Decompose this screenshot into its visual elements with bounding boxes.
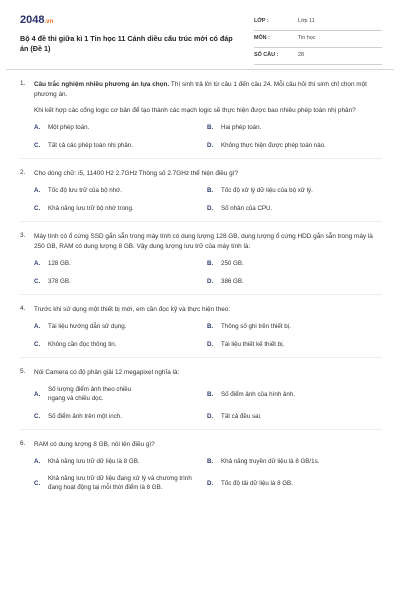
meta-table bbox=[254, 14, 382, 65]
header bbox=[20, 14, 382, 70]
options bbox=[34, 186, 382, 213]
option-a[interactable] bbox=[34, 322, 207, 331]
option-text: Hai phép toán. bbox=[221, 124, 262, 131]
option-d[interactable] bbox=[207, 141, 380, 150]
option-text: Thông số ghi trên thiết bị. bbox=[221, 323, 291, 330]
option-c[interactable] bbox=[34, 340, 207, 349]
option-text: Số điểm ảnh của hình ảnh. bbox=[221, 390, 295, 398]
option-c[interactable] bbox=[34, 141, 207, 150]
option-label: D. bbox=[207, 341, 214, 348]
question-text: Cho dòng chữ: i5, 11400 H2 2.7GHz Thông số 2.7GHz thể hiện điều gì? bbox=[34, 170, 239, 177]
option-label: B. bbox=[207, 390, 214, 398]
options bbox=[34, 457, 382, 492]
option-a[interactable] bbox=[34, 385, 207, 403]
meta-key: LỚP : bbox=[254, 18, 269, 24]
option-b[interactable] bbox=[207, 390, 380, 399]
meta-key: MÔN : bbox=[254, 35, 270, 41]
meta-value: 28 bbox=[298, 52, 304, 58]
question-divider bbox=[20, 429, 382, 430]
option-a[interactable] bbox=[34, 186, 207, 195]
option-label: C. bbox=[34, 278, 41, 285]
options bbox=[34, 123, 382, 150]
option-label: C. bbox=[34, 142, 41, 149]
option-a[interactable] bbox=[34, 259, 207, 268]
option-text: Khả năng truyền dữ liệu là 8 GB/1s. bbox=[221, 458, 320, 465]
meta-value: Tin học bbox=[298, 35, 316, 41]
option-c[interactable] bbox=[34, 204, 207, 213]
option-label: D. bbox=[207, 479, 214, 487]
question-text: Nói Camera có độ phân giải 12 megapixel nghĩa là: bbox=[34, 369, 180, 376]
option-c[interactable] bbox=[34, 474, 207, 492]
option-label: C. bbox=[34, 205, 41, 212]
question-item bbox=[20, 169, 382, 222]
option-label: A. bbox=[34, 260, 41, 267]
option-label: B. bbox=[207, 187, 214, 194]
meta-row-class bbox=[254, 14, 382, 31]
option-label: C. bbox=[34, 479, 41, 487]
option-text: Số nhân của CPU. bbox=[221, 205, 273, 212]
option-label: A. bbox=[34, 124, 41, 131]
option-text: 386 GB. bbox=[221, 278, 244, 285]
question-number: 3. bbox=[20, 232, 26, 239]
question-item bbox=[20, 368, 382, 430]
question-divider bbox=[20, 357, 382, 358]
logo-suffix: .vn bbox=[44, 19, 54, 25]
option-a[interactable] bbox=[34, 457, 207, 466]
option-label: B. bbox=[207, 124, 214, 131]
option-label: D. bbox=[207, 142, 214, 149]
option-text: 128 GB. bbox=[48, 260, 71, 267]
question-divider bbox=[20, 158, 382, 159]
option-a[interactable] bbox=[34, 123, 207, 132]
question-divider bbox=[20, 221, 382, 222]
question-number: 2. bbox=[20, 169, 26, 176]
option-text: Tất cả đều sai. bbox=[221, 413, 262, 420]
logo-text: 2048 bbox=[20, 14, 45, 26]
option-text: Khả năng lưu trữ bộ nhớ trong. bbox=[48, 205, 134, 212]
question-item bbox=[20, 80, 382, 159]
option-text: Một phép toán. bbox=[48, 124, 90, 131]
option-label: D. bbox=[207, 413, 214, 420]
option-text: Không cần đọc thông tin. bbox=[48, 341, 117, 348]
option-c[interactable] bbox=[34, 412, 207, 421]
option-d[interactable] bbox=[207, 340, 380, 349]
option-text: Tài liệu hướng dẫn sử dụng. bbox=[48, 323, 127, 330]
question-number: 5. bbox=[20, 368, 26, 375]
option-text: Tất cả các phép toán nhị phân. bbox=[48, 142, 133, 149]
question-number: 6. bbox=[20, 440, 26, 447]
option-text: Số lượng điểm ảnh theo chiều ngang và chiều dọc. bbox=[48, 386, 132, 402]
option-label: A. bbox=[34, 187, 41, 194]
option-b[interactable] bbox=[207, 457, 380, 466]
option-text: 378 GB. bbox=[48, 278, 71, 285]
meta-value: Lớp 11 bbox=[298, 18, 315, 24]
site-logo[interactable] bbox=[20, 14, 53, 26]
option-label: A. bbox=[34, 323, 41, 330]
option-d[interactable] bbox=[207, 479, 380, 488]
question-text bbox=[34, 80, 382, 100]
option-text: Tài liệu thiết kế thiết bị. bbox=[221, 341, 285, 348]
page-title: Bộ 4 đề thi giữa kì 1 Tin học 11 Cánh diều cấu trúc mới có đáp án (Đề 1) bbox=[20, 34, 233, 53]
question-instruction: Câu trắc nghiệm nhiều phương án lựa chọn. bbox=[34, 81, 170, 88]
question-list bbox=[20, 80, 382, 502]
options bbox=[34, 385, 382, 421]
option-d[interactable] bbox=[207, 412, 380, 421]
question-number: 1. bbox=[20, 80, 26, 87]
options bbox=[34, 259, 382, 286]
question-text: Trước khi sử dụng một thiết bị mới, em cần đọc kỹ và thực hiện theo: bbox=[34, 306, 231, 313]
option-b[interactable] bbox=[207, 186, 380, 195]
options bbox=[34, 322, 382, 349]
option-b[interactable] bbox=[207, 259, 380, 268]
option-label: C. bbox=[34, 341, 41, 348]
option-label: B. bbox=[207, 323, 214, 330]
option-label: D. bbox=[207, 205, 214, 212]
question-item bbox=[20, 305, 382, 358]
option-label: B. bbox=[207, 458, 214, 465]
option-text: Không thực hiện được phép toán nào. bbox=[221, 142, 326, 149]
option-b[interactable] bbox=[207, 123, 380, 132]
option-label: B. bbox=[207, 260, 214, 267]
option-d[interactable] bbox=[207, 204, 380, 213]
question-number: 4. bbox=[20, 305, 26, 312]
question-item bbox=[20, 440, 382, 492]
question-text: RAM có dung lượng 8 GB, nói lên điều gì? bbox=[34, 441, 155, 448]
meta-key: SỐ CÂU : bbox=[254, 52, 279, 58]
meta-row-count bbox=[254, 48, 382, 65]
question-text: Máy tính có ổ cứng SSD gắn sẵn trong máy tính có dung lượng 128 GB, dung lượng ổ cứng HDD gắn sẵn trong máy là 250 GB, RAM có dung lượng 8 GB. Vậy dung lượng lưu trữ của máy tính là: bbox=[34, 233, 373, 250]
option-c[interactable] bbox=[34, 277, 207, 286]
question-paragraph: Khi kết hợp các cổng logic cơ bản để tạo thành các mạch logic sẽ thực hiện được bao nhiêu phép toán nhị phân? bbox=[34, 107, 356, 114]
option-text: Tốc độ tải dữ liệu là 8 GB. bbox=[221, 479, 293, 487]
option-text: Số điểm ảnh trên một inch. bbox=[48, 413, 122, 420]
option-text: Tốc độ xử lý dữ liệu của bộ xử lý. bbox=[221, 187, 313, 194]
option-label: D. bbox=[207, 278, 214, 285]
option-label: A. bbox=[34, 390, 41, 398]
header-divider bbox=[6, 69, 394, 70]
meta-row-subject bbox=[254, 31, 382, 48]
option-label: C. bbox=[34, 413, 41, 420]
option-text: 250 GB. bbox=[221, 260, 244, 267]
question-item bbox=[20, 232, 382, 295]
option-d[interactable] bbox=[207, 277, 380, 286]
question-divider bbox=[20, 294, 382, 295]
option-b[interactable] bbox=[207, 322, 380, 331]
option-text: Khả năng lưu trữ dữ liệu đang xử lý và chương trình đang hoạt động tại mỗi thời điểm là 8 GB. bbox=[48, 475, 192, 491]
option-label: A. bbox=[34, 458, 41, 465]
question-text-body: Thí sinh trả lời từ câu 1 đến câu 24. Mỗi câu hỏi thí sinh chỉ chọn một phương án. bbox=[34, 81, 367, 98]
option-text: Khả năng lưu trữ dữ liệu là 8 GB. bbox=[48, 458, 140, 465]
option-text: Tốc độ lưu trữ của bộ nhớ. bbox=[48, 187, 122, 194]
